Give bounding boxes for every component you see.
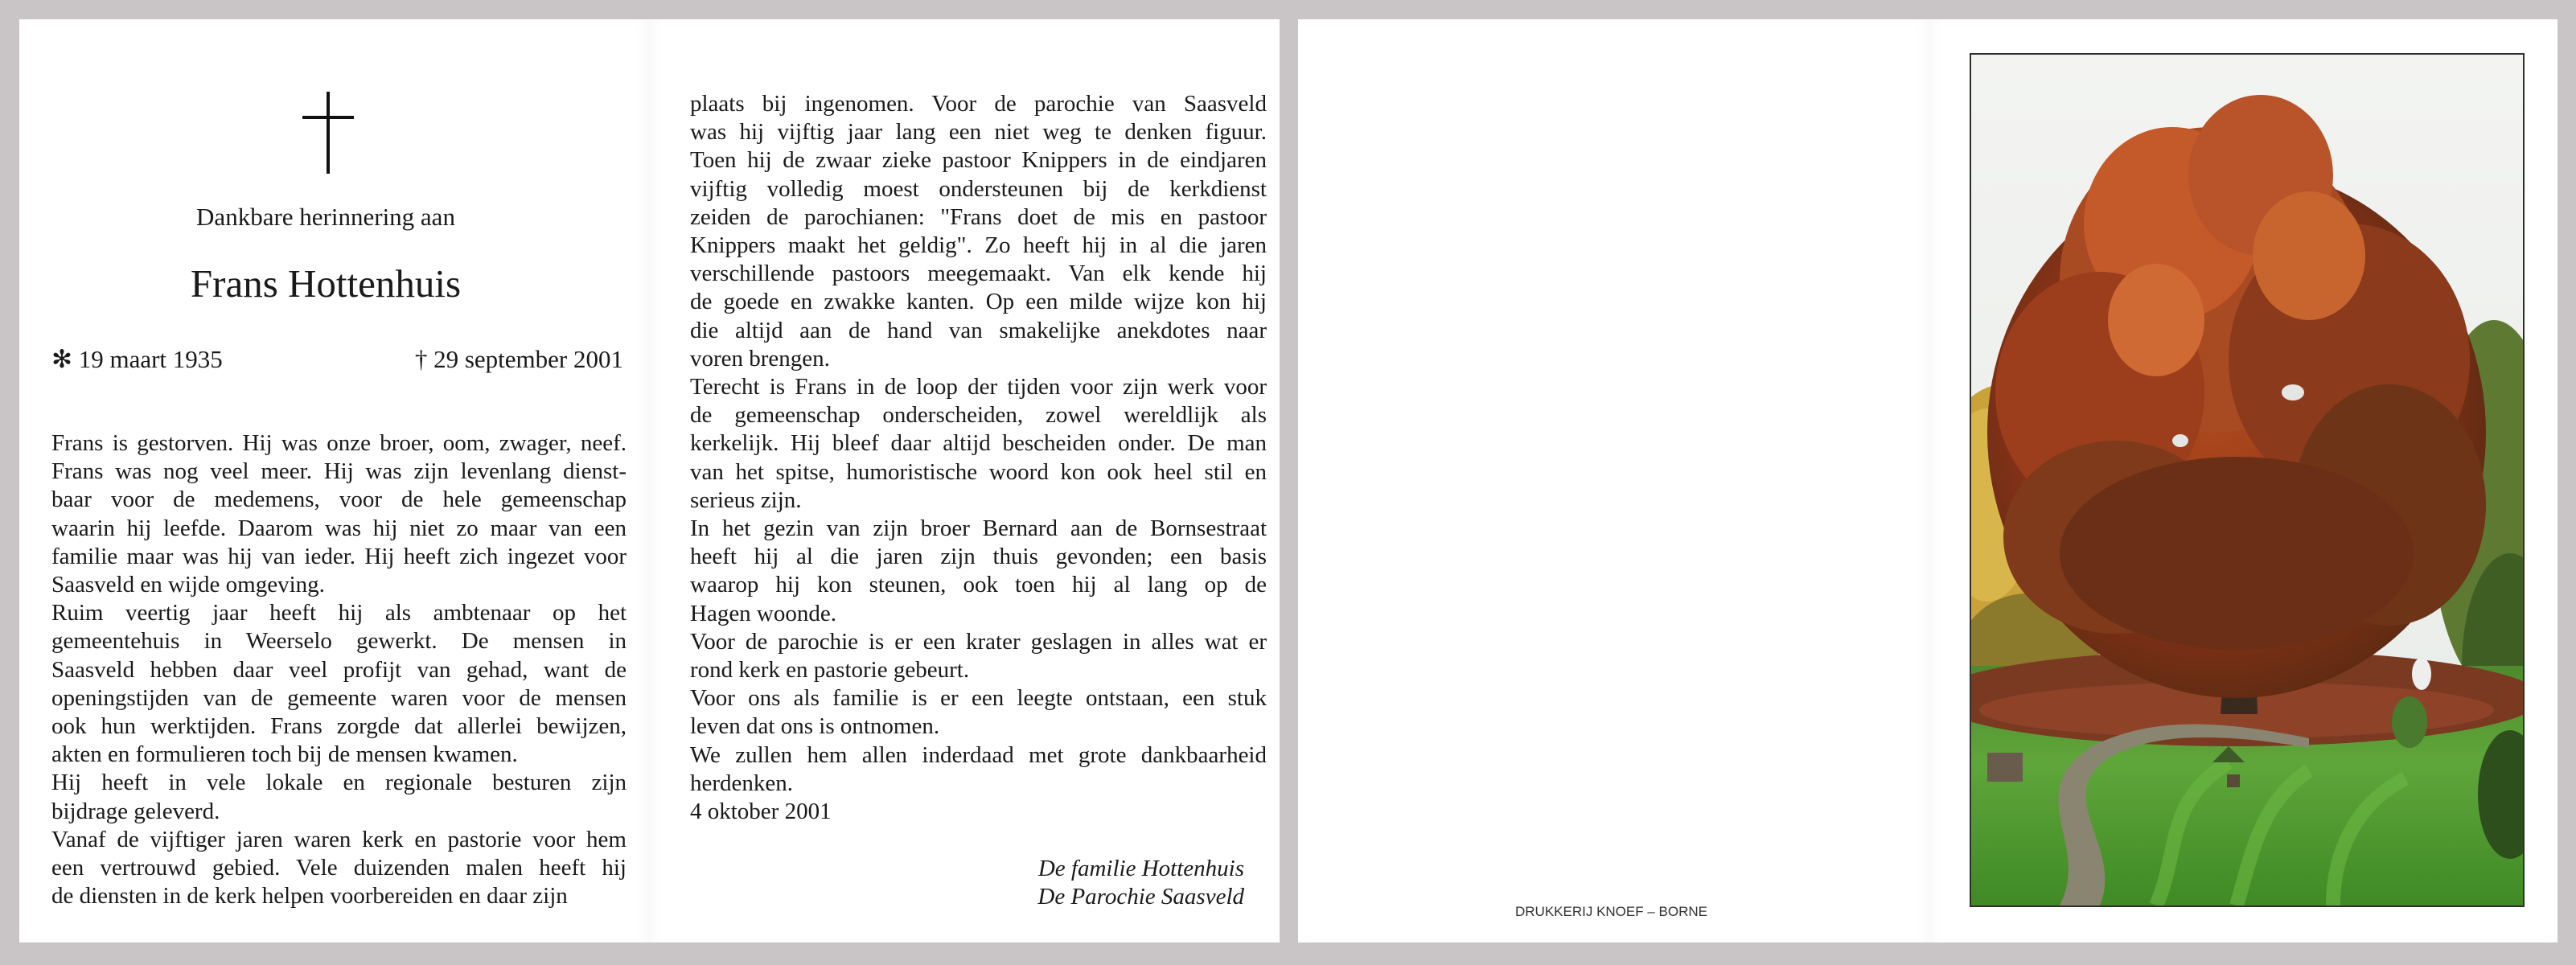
text-line: kerkelijk. Hij bleef daar altijd bescheiden onder. De man <box>690 430 1267 457</box>
text-line: leven dat ons is ontnomen. <box>690 713 940 740</box>
text-line: In het gezin van zijn broer Bernard aan de Bornsestraat <box>690 515 1267 542</box>
text-line: voren brengen. <box>690 345 830 372</box>
text-line: van het spitse, humoristische woord kon ook heel stil en <box>690 458 1267 485</box>
signature-parish: De Parochie Saasveld <box>1037 884 1244 910</box>
text-line: herdenken. <box>690 770 794 796</box>
cross-icon <box>302 92 354 174</box>
text-line: rond kerk en pastorie gebeurt. <box>690 657 970 684</box>
text-line: de goede en zwakke kanten. Op een milde wijze kon hij <box>690 289 1267 315</box>
text-line: Ruim veertig jaar heeft hij als ambtenaar op het <box>51 600 627 626</box>
text-line: plaats bij ingenomen. Voor de parochie van Saasveld <box>690 91 1267 117</box>
text-line: baar voor de medemens, voor de hele gemeenschap <box>51 487 627 513</box>
text-line: Hij heeft in vele lokale en regionale besturen zijn <box>51 770 627 796</box>
text-line: de diensten in de kerk helpen voorbereiden en daar zijn <box>51 883 568 910</box>
text-line: Knippers maakt het geldig". Zo heeft hij in al die jaren <box>690 232 1267 259</box>
text-column-2 <box>690 90 1267 826</box>
text-line: verschillende pastoors meegemaakt. Van elk kende hij <box>690 261 1267 287</box>
text-line: zeiden de parochianen: "Frans doet de mis en pastoor <box>690 203 1267 230</box>
text-line: waarin hij leefde. Daarom was hij niet zo maar van een <box>51 515 627 541</box>
text-line: Terecht is Frans in de loop der tijden voor zijn werk voor <box>690 374 1267 400</box>
card-text-side <box>19 19 1280 942</box>
text-line: vijftig volledig moest ondersteunen bij de kerkdienst <box>690 175 1267 202</box>
text-line: de gemeenschap onderscheiden, zowel wereldlijk als <box>690 402 1267 429</box>
text-line: een vertrouwd gebied. Vele duizenden malen heeft hij <box>51 855 627 881</box>
text-line: gemeentehuis in Weerselo gewerkt. De mensen in <box>51 628 627 655</box>
text-line: bijdrage geleverd. <box>51 798 220 824</box>
text-line: Hagen woonde. <box>690 600 837 626</box>
fold-crease <box>1917 19 1941 942</box>
birth-date: ✻ 19 maart 1935 <box>51 345 223 373</box>
printer-credit: DRUKKERIJ KNOEF – BORNE <box>1515 904 1707 919</box>
text-column-1 <box>51 429 627 910</box>
text-line: Frans was nog veel meer. Hij was zijn levenlang dienst- <box>51 458 627 485</box>
text-line: Voor de parochie is er een krater geslagen in alles wat er <box>690 628 1267 655</box>
card-heading: Dankbare herinnering aan <box>196 203 455 231</box>
text-line: ook hun werktijden. Frans zorgde dat allerlei bewijzen, <box>51 713 627 740</box>
fold-crease <box>637 19 661 942</box>
text-line: Toen hij de zwaar zieke pastoor Knippers in de eindjaren <box>690 147 1267 174</box>
text-line: familie maar was hij van ieder. Hij heeft zich ingezet voor <box>51 543 627 569</box>
text-line: Frans is gestorven. Hij was onze broer, oom, zwager, neef. <box>51 430 627 456</box>
tree-photo <box>1970 53 2525 907</box>
card-photo-side <box>1298 19 2558 942</box>
signature-family: De familie Hottenhuis <box>1037 856 1244 881</box>
text-line: Saasveld hebben daar veel profijt van gehad, want de <box>51 656 627 683</box>
text-line: Saasveld en wijde omgeving. <box>51 572 325 598</box>
text-line: akten en formulieren toch bij de mensen kwamen. <box>51 741 518 768</box>
text-line: die altijd aan de hand van smakelijke anekdotes naar <box>690 317 1267 343</box>
text-line: was hij vijftig jaar lang een niet weg te denken figuur. <box>690 119 1267 146</box>
deceased-name: Frans Hottenhuis <box>190 261 462 306</box>
autumn-beech-tree-image <box>1971 55 2523 905</box>
text-line: 4 oktober 2001 <box>690 799 832 825</box>
text-line: Vanaf de vijftiger jaren waren kerk en pastorie voor hem <box>51 826 627 852</box>
death-date: † 29 september 2001 <box>414 345 623 373</box>
text-line: waarop hij kon steunen, ook toen hij al lang op de <box>690 572 1267 598</box>
text-line: openingstijden van de gemeente waren voor de mensen <box>51 684 627 711</box>
text-line: serieus zijn. <box>690 487 802 513</box>
text-line: Voor ons als familie is er een leegte ontstaan, een stuk <box>690 685 1267 712</box>
text-line: We zullen hem allen inderdaad met grote dankbaarheid <box>690 741 1267 768</box>
text-line: heeft hij al die jaren zijn thuis gevonden; een basis <box>690 544 1267 570</box>
